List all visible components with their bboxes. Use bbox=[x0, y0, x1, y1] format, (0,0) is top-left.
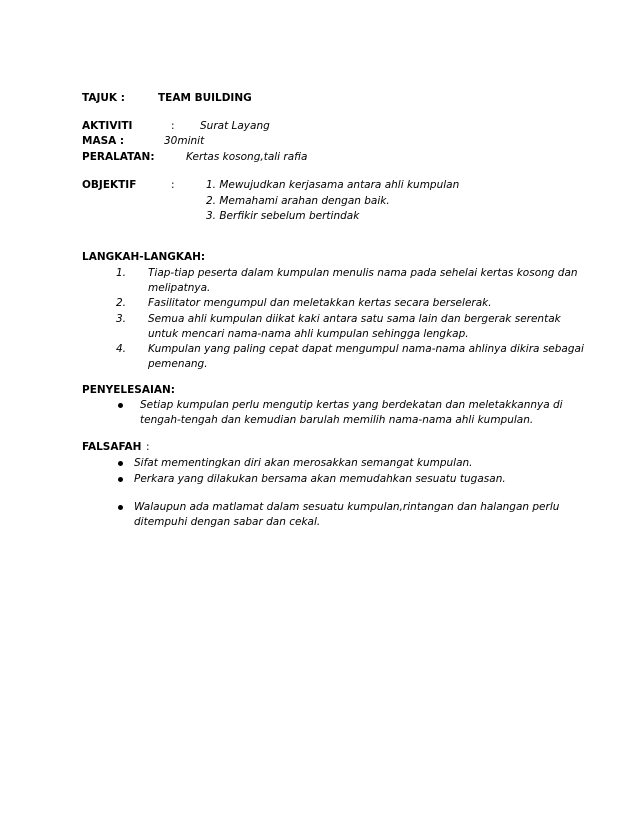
aktiviti-label: AKTIVITI bbox=[82, 120, 133, 132]
objektif-label: OBJEKTIF bbox=[82, 179, 137, 191]
masa-value: 30minit bbox=[164, 135, 205, 147]
falsafah-text: ditempuhi dengan sabar dan cekal. bbox=[134, 516, 321, 528]
bullet-icon bbox=[118, 461, 123, 466]
step-number: 1. bbox=[116, 267, 127, 279]
step-number: 3. bbox=[116, 313, 127, 325]
objektif-item: 3. Berfikir sebelum bertindak bbox=[206, 210, 360, 222]
tajuk-label: TAJUK : bbox=[82, 92, 125, 104]
peralatan-value: Kertas kosong,tali rafia bbox=[186, 151, 308, 163]
bullet-icon bbox=[118, 477, 123, 482]
step-text: Tiap-tiap peserta dalam kumpulan menulis nama pada sehelai kertas kosong dan bbox=[148, 267, 578, 279]
step-text: pemenang. bbox=[148, 358, 208, 370]
objektif-colon: : bbox=[171, 179, 175, 191]
falsafah-colon: : bbox=[146, 441, 150, 453]
step-text: untuk mencari nama-nama ahli kumpulan sehingga lengkap. bbox=[148, 328, 469, 340]
step-text: Fasilitator mengumpul dan meletakkan kertas secara berselerak. bbox=[148, 297, 492, 309]
penyelesaian-text: tengah-tengah dan kemudian barulah memilih nama-nama ahli kumpulan. bbox=[140, 414, 534, 426]
bullet-icon bbox=[118, 505, 123, 510]
aktiviti-value: Surat Layang bbox=[200, 120, 270, 132]
penyelesaian-heading: PENYELESAIAN: bbox=[82, 384, 176, 396]
objektif-item: 2. Memahami arahan dengan baik. bbox=[206, 195, 390, 207]
aktiviti-colon: : bbox=[171, 120, 175, 132]
bullet-icon bbox=[118, 403, 123, 408]
step-text: Semua ahli kumpulan diikat kaki antara satu sama lain dan bergerak serentak bbox=[148, 313, 561, 325]
step-text: melipatnya. bbox=[148, 282, 211, 294]
penyelesaian-text: Setiap kumpulan perlu mengutip kertas yang berdekatan dan meletakkannya di bbox=[140, 399, 563, 411]
peralatan-label: PERALATAN: bbox=[82, 151, 155, 163]
step-number: 2. bbox=[116, 297, 127, 309]
objektif-item: 1. Mewujudkan kerjasama antara ahli kumpulan bbox=[206, 179, 460, 191]
falsafah-heading: FALSAFAH bbox=[82, 441, 142, 453]
falsafah-text: Sifat mementingkan diri akan merosakkan semangat kumpulan. bbox=[134, 457, 473, 469]
falsafah-text: Perkara yang dilakukan bersama akan memudahkan sesuatu tugasan. bbox=[134, 473, 506, 485]
falsafah-text: Walaupun ada matlamat dalam sesuatu kumpulan,rintangan dan halangan perlu bbox=[134, 501, 560, 513]
masa-label: MASA : bbox=[82, 135, 125, 147]
langkah-heading: LANGKAH-LANGKAH: bbox=[82, 251, 206, 263]
step-text: Kumpulan yang paling cepat dapat mengumpul nama-nama ahlinya dikira sebagai bbox=[148, 343, 584, 355]
tajuk-value: TEAM BUILDING bbox=[158, 92, 252, 104]
step-number: 4. bbox=[116, 343, 127, 355]
